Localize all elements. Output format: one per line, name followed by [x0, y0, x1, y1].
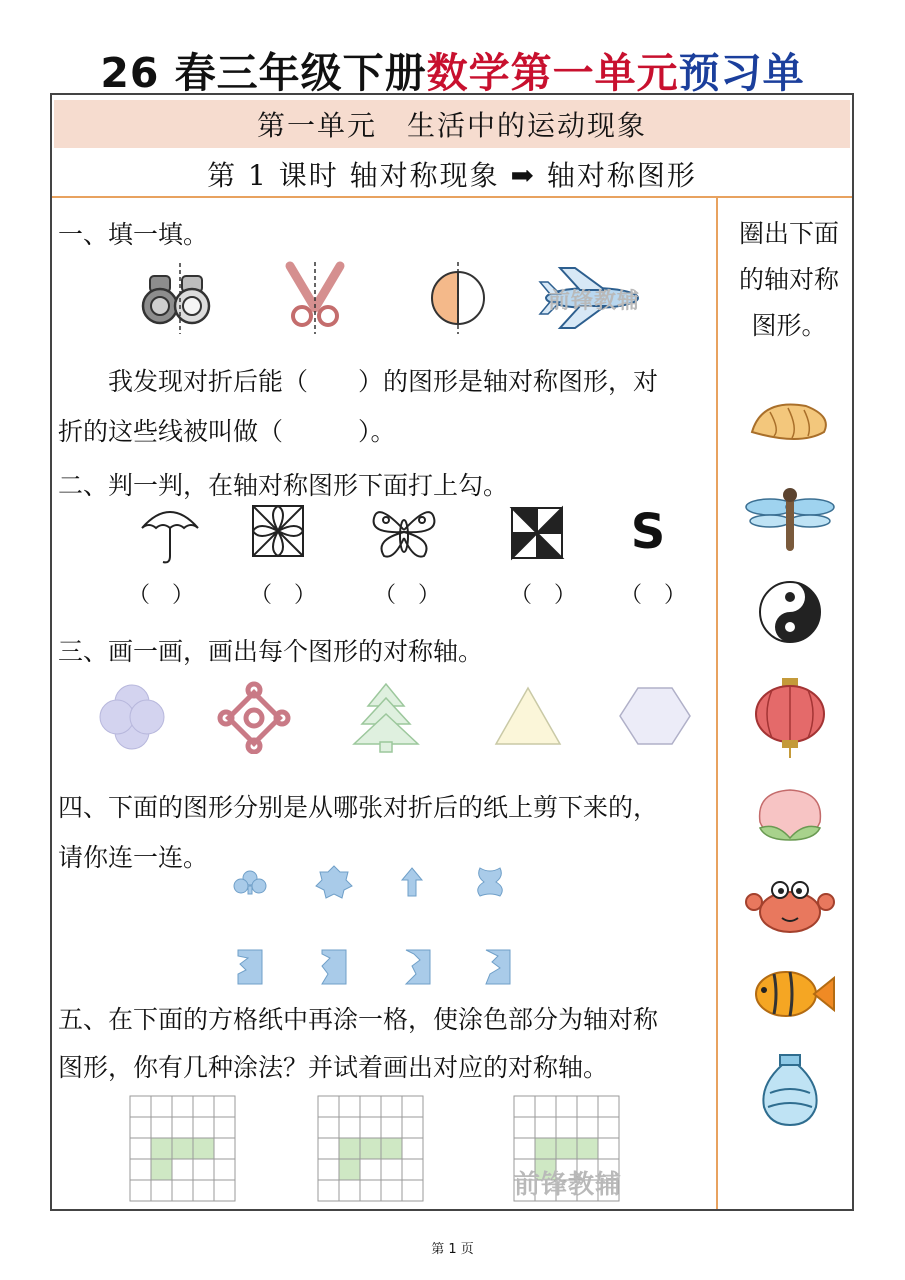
section1-line1: 我发现对折后能（ ）的图形是轴对称图形，对	[108, 367, 659, 396]
section2-heading: 二、判一判，在轴对称图形下面打上勾。	[58, 471, 509, 500]
vase-icon	[763, 1055, 816, 1125]
crab-icon	[746, 882, 834, 932]
answer-paren-5[interactable]: （ ）	[620, 583, 687, 608]
page-title	[0, 40, 905, 99]
unit-title: 第一单元 生活中的运动现象	[256, 109, 647, 142]
answer-paren-1[interactable]: （ ）	[128, 583, 195, 608]
grid-2	[318, 1096, 423, 1201]
tropical-fish-icon	[756, 972, 834, 1016]
page-number: 第 1 页	[431, 1242, 474, 1257]
sidebar-divider	[716, 198, 718, 1209]
lantern-icon	[756, 678, 824, 758]
tree-shape	[354, 684, 418, 752]
section3-figures	[96, 680, 696, 754]
answer-paren-4[interactable]: （ ）	[510, 583, 577, 608]
sidebar-line-1: 圈出下面	[738, 219, 839, 248]
peach-icon	[760, 790, 821, 840]
lesson-title: 第 1 课时 轴对称现象 ➡ 轴对称图形	[207, 159, 697, 192]
answer-paren-2[interactable]: （ ）	[250, 583, 317, 608]
binoculars-icon	[143, 263, 209, 334]
section5-line2: 图形，你有几种涂法？并试着画出对应的对称轴。	[58, 1053, 609, 1082]
cut-clover-shape	[234, 871, 266, 894]
dragonfly-icon	[746, 488, 834, 551]
triangle-shape	[496, 688, 560, 744]
clover-shape	[100, 685, 164, 749]
section4-figures	[224, 862, 524, 992]
section3-heading: 三、画一画，画出每个图形的对称轴。	[58, 637, 484, 666]
section1-line2: 折的这些线被叫做（ ）。	[58, 417, 396, 446]
flower-square-icon	[253, 506, 303, 556]
scissors-icon	[290, 262, 340, 334]
yin-yang-icon	[760, 582, 820, 642]
paper-cut-shape	[220, 684, 288, 752]
section1-heading: 一、填一填。	[58, 220, 209, 249]
cut-star-shape	[316, 866, 352, 898]
hexagon-shape	[620, 688, 690, 744]
folded-paper-3	[406, 950, 430, 984]
folded-paper-4	[486, 950, 510, 984]
section4-line1: 四、下面的图形分别是从哪张对折后的纸上剪下来的，	[58, 793, 659, 822]
cut-arrow-shape	[402, 868, 422, 896]
sidebar-line-2: 的轴对称	[738, 265, 839, 294]
folded-paper-2	[322, 950, 346, 984]
watermark-bottom: 前锋教辅	[514, 1170, 623, 1200]
half-circle-icon	[432, 262, 484, 334]
umbrella-icon	[142, 512, 198, 562]
sidebar-line-3: 图形。	[751, 311, 827, 340]
folded-paper-1	[238, 950, 262, 984]
answer-paren-3[interactable]: （ ）	[374, 583, 441, 608]
butterfly-icon	[374, 512, 435, 556]
title-type: 预习单	[678, 49, 805, 97]
section4-line2: 请你连一连。	[58, 843, 209, 872]
header-divider	[52, 196, 852, 198]
title-subject: 数学第一单元	[426, 49, 679, 97]
cut-butterfly-shape	[478, 868, 503, 896]
sidebar-figures[interactable]	[740, 390, 840, 1140]
conch-shell-icon	[752, 404, 826, 439]
section5-line1: 五、在下面的方格纸中再涂一格，使涂色部分为轴对称	[58, 1005, 659, 1034]
title-grade: 26 春三年级下册	[100, 49, 427, 97]
letter-s: S	[630, 504, 666, 560]
section2-figures	[130, 498, 690, 568]
watermark: 前锋教辅	[548, 289, 641, 314]
pinwheel-icon	[512, 508, 562, 558]
grid-1	[130, 1096, 235, 1201]
